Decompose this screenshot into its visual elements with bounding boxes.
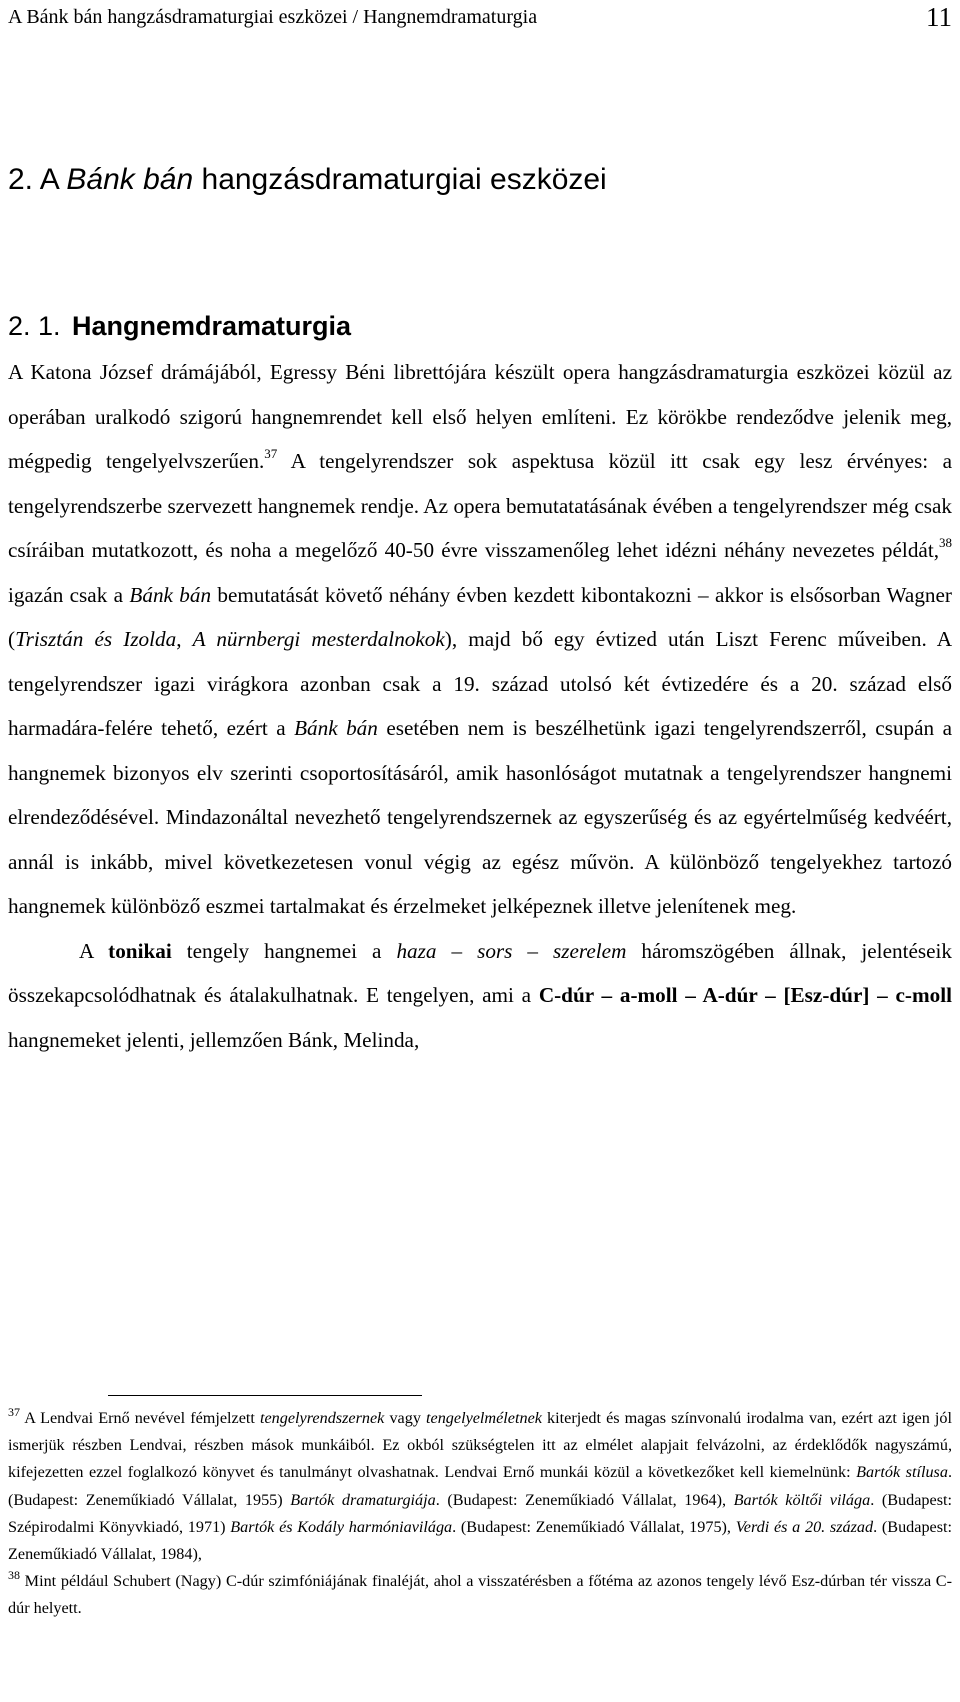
text-run: , xyxy=(176,627,193,651)
italic-title: Bartók dramaturgiája xyxy=(290,1490,436,1509)
paragraph-2 xyxy=(8,929,952,1063)
section-number: 2. 1. xyxy=(8,311,61,341)
italic-term: tengelyelméletnek xyxy=(426,1409,542,1427)
italic-title: Bartók stílusa xyxy=(856,1463,948,1482)
italic-title: Bánk bán xyxy=(129,582,212,607)
paragraph-1 xyxy=(8,350,952,929)
italic-title: Bartók és Kodály harmóniavilága xyxy=(230,1517,453,1536)
text-run: esetében nem is beszélhetünk igazi tengelyrendszerről, csupán a hangnemek bizonyos elv szerinti csoportosításáról, amik hasonlóságot mutatnak a tengelyrendszer hangnemi elrendeződésével. Mindazonáltal nevezhető tengelyrendszernek az egyszerűség és az egyértelműség kedvéért, annál is inkább, mivel következetesen vonul végig az egész művön. A különböző tengelyekhez tartozó hangnemek különböző eszmei tartalmakat és érzelmeket jelképeznek illetve jelenítenek meg. xyxy=(8,716,952,918)
footnotes xyxy=(8,1405,952,1623)
running-header xyxy=(8,2,952,32)
footnote-number: 37 xyxy=(8,1405,20,1419)
text-run: Mint például Schubert (Nagy) C-dúr szimfóniájának finaléját, ahol a visszatérésben a főtéma az azonos tengely lévő Esz-dúrban tér vissza C-dúr helyett. xyxy=(8,1572,952,1618)
italic-term: tengelyrendszernek xyxy=(260,1409,385,1427)
text-run: . (Budapest: Zeneműkiadó Vállalat, 1984), xyxy=(8,1517,953,1564)
footnote-number: 38 xyxy=(8,1568,20,1583)
text-run: ), majd bő egy évtized után Liszt Ferenc műveiben. A tengelyrendszer igazi virágkora azonban csak a 19. század utolsó két évtizedére és a 20. század első harmadára-felére tehető, ezért a xyxy=(8,627,952,740)
bold-key-sequence: C-dúr – a-moll – A-dúr – [Esz-dúr] – c-moll xyxy=(538,983,952,1007)
text-run: . (Budapest: Zeneműkiadó Vállalat, 1955) xyxy=(8,1463,952,1509)
text-run: A xyxy=(79,938,109,963)
bold-term: tonikai xyxy=(108,938,172,963)
italic-term: szerelem xyxy=(553,938,627,963)
chapter-suffix: hangzásdramaturgiai eszközei xyxy=(193,163,607,196)
footnote-38 xyxy=(8,1568,952,1622)
footnote-ref-38[interactable]: 38 xyxy=(939,535,952,550)
footnote-ref-37[interactable]: 37 xyxy=(264,446,278,461)
text-run: . (Budapest: Szépirodalmi Könyvkiadó, 1971) xyxy=(8,1490,952,1536)
italic-title: A nürnbergi mesterdalnokok xyxy=(192,627,445,651)
text-run: – xyxy=(512,938,554,963)
text-run: háromszögében állnak, jelentéseik összekapcsolódhatnak és átalakulhatnak. E tengelyen, ami a xyxy=(8,938,952,1007)
section-title: Hangnemdramaturgia xyxy=(72,311,352,341)
italic-title: Verdi és a 20. század xyxy=(735,1517,874,1536)
italic-title: Bartók költői világa xyxy=(733,1490,871,1509)
body-text xyxy=(8,350,952,1062)
chapter-heading xyxy=(8,160,607,200)
italic-term: haza xyxy=(396,938,437,963)
text-run: kiterjedt és magas színvonalú irodalma van, ezért azt igen jól ismerjük részben Lendvai, részben mások munkáiból. Ez okból szükségtelen itt az elmélet alapjait felvázolni, az érdeklődők nagyszámú, kifejezetten ezzel foglalkozó könyvet és tanulmányt olvashatnak. Lendvai Ernő munkái közül a következőket kell kiemelnünk: xyxy=(8,1409,952,1482)
italic-title: Trisztán és Izolda xyxy=(15,627,177,651)
footnote-37 xyxy=(8,1405,952,1568)
text-run: igazán csak a xyxy=(8,582,130,607)
text-run: – xyxy=(436,938,478,963)
section-heading xyxy=(8,308,351,344)
running-title: A Bánk bán hangzásdramaturgiai eszközei / Hangnemdramaturgia xyxy=(8,6,538,28)
chapter-title-italic: Bánk bán xyxy=(66,163,194,196)
text-run: . (Budapest: Zeneműkiadó Vállalat, 1975), xyxy=(452,1517,736,1536)
text-run: . (Budapest: Zeneműkiadó Vállalat, 1964), xyxy=(435,1490,734,1509)
text-run: tengely hangnemei a xyxy=(171,938,397,963)
italic-term: sors xyxy=(477,938,513,963)
footnote-separator xyxy=(108,1395,422,1396)
italic-title: Bánk bán xyxy=(294,716,378,740)
page-number: 11 xyxy=(926,2,952,32)
text-run: A Lendvai Ernő nevével fémjelzett xyxy=(20,1409,260,1427)
chapter-prefix: 2. A xyxy=(8,163,67,196)
text-run: hangnemeket jelenti, jellemzően Bánk, Melinda, xyxy=(8,1027,420,1052)
text-run: vagy xyxy=(384,1409,427,1427)
text-run: bemutatását követő néhány évben kezdett kibontakozni – akkor is elsősorban Wagner ( xyxy=(8,582,952,651)
text-run: A Katona József drámájából, Egressy Béni librettójára készült opera hangzásdramaturgia eszközei közül az operában uralkodó szigorú hangnemrendet kell első helyen említeni. Ez körökbe rendeződve jelenik meg, mégpedig tengelyelvszerűen. xyxy=(8,360,952,473)
text-run: A tengelyrendszer sok aspektusa közül itt csak egy lesz érvényes: a tengelyrendszerbe szervezett hangnemek rendje. Az opera bemutatatásának évében a tengelyrendszer még csak csíráiban mutatkozott, és noha a megelőző 40-50 évre visszamenőleg lehet idézni néhány nevezetes példát, xyxy=(8,449,952,562)
